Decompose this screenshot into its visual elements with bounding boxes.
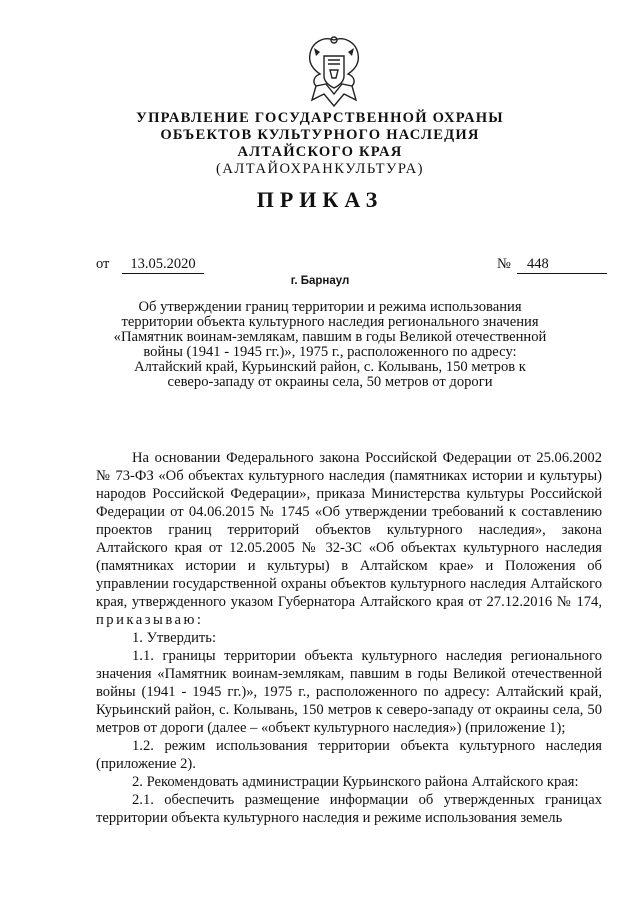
item-1: 1. Утвердить: — [132, 630, 217, 646]
document-body — [96, 449, 602, 827]
org-line-1: УПРАВЛЕНИЕ ГОСУДАРСТВЕННОЙ ОХРАНЫ — [136, 110, 504, 126]
document-date: 13.05.2020 — [122, 256, 204, 274]
document-type: ПРИКАЗ — [256, 187, 384, 212]
document-number: 448 — [517, 256, 607, 274]
date-label: от — [96, 256, 110, 272]
item-1-2: 1.2. режим использования территории объекта культурного наследия (приложение 2). — [96, 738, 602, 772]
item-1-1: 1.1. границы территории объекта культурного наследия регионального значения «Памятник воинам-землякам, павшим в годы Великой отечественной войны (1941 - 1945 гг.)», 1975 г., расположенного по адресу: Алтайский край, Курьинский район, с. Колывань, 150 метров к северо-западу от окраины села, 50 метров от дороги (далее – «объект культурного наследия») (приложение 1); — [96, 648, 602, 736]
org-line-3: АЛТАЙСКОГО КРАЯ — [237, 144, 403, 160]
item-2-1: 2.1. обеспечить размещение информации об утвержденных границах территории объекта культурного наследия и режиме использования земель — [96, 792, 602, 826]
organization-name — [0, 110, 640, 178]
city: г. Барнаул — [290, 275, 350, 287]
coat-of-arms-icon — [302, 34, 366, 110]
item-2: 2. Рекомендовать администрации Курьинского района Алтайского края: — [132, 774, 579, 790]
order-word: приказываю: — [96, 612, 204, 628]
number-label: № — [497, 256, 511, 272]
document-subject: Об утверждении границ территории и режима использования территории объекта культурного наследия регионального значения «Памятник воинам-землякам, павшим в годы Великой отечественной войны (1941 - 1945 гг.)», 1975 г., расположенного по адресу: Алтайский край, Курьинский район, с. Колывань, 150 метров к северо-западу от окраины села, 50 метров от дороги — [113, 299, 547, 390]
preamble-text: На основании Федерального закона Российской Федерации от 25.06.2002 № 73-ФЗ «Об объектах культурного наследия (памятниках истории и культуры) народов Российской Федерации», приказа Министерства культуры Российской Федерации от 04.06.2015 № 1745 «Об утверждении требований к составлению проектов границ территорий объектов культурного наследия», закона Алтайского края от 12.05.2005 № 32-ЗС «Об объектах культурного наследия (памятниках истории и культуры) в Алтайском крае» и Положения об управлении государственной охраны объектов культурного наследия Алтайского края, утвержденного указом Губернатора Алтайского края от 27.12.2016 № 174, — [96, 450, 602, 610]
org-short-name: (АЛТАЙОХРАНКУЛЬТУРА) — [215, 161, 425, 177]
org-line-2: ОБЪЕКТОВ КУЛЬТУРНОГО НАСЛЕДИЯ — [160, 127, 480, 143]
preamble-paragraph — [96, 449, 602, 629]
